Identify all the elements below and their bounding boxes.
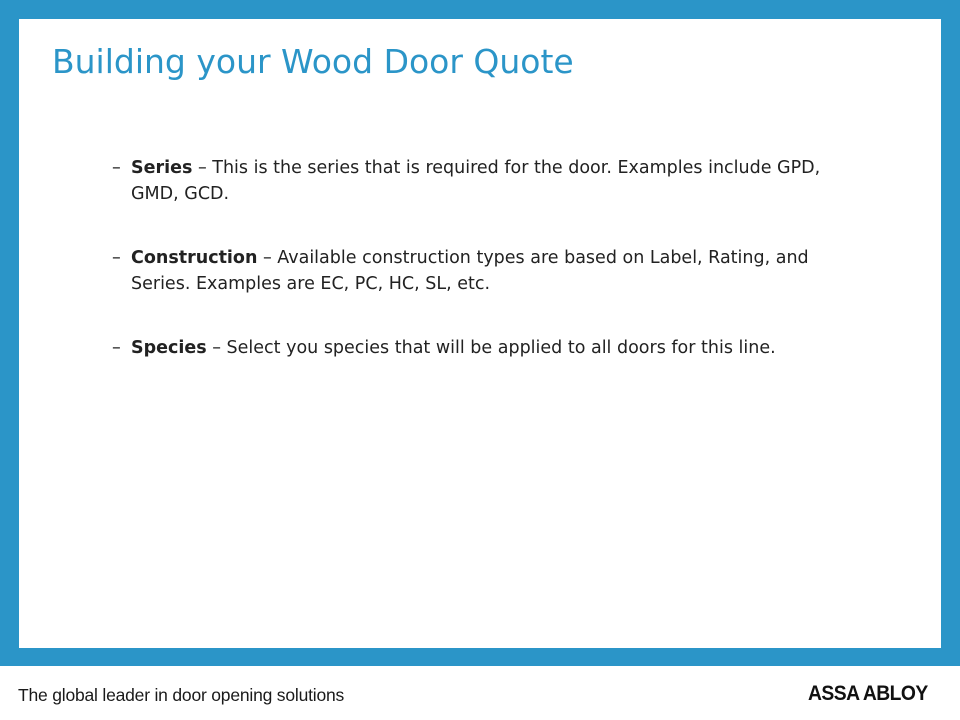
bullet-dash: – [112,338,121,358]
bullet-term: Construction [131,248,258,268]
bullet-text: – Available construction types are based on Label, Rating, and Series. Examples are EC, PC, HC, SL, etc. [131,248,809,294]
bullet-construction [112,245,872,297]
slide-title: Building your Wood Door Quote [52,42,574,81]
footer-tagline: The global leader in door opening solutions [18,685,345,705]
bullet-series [112,155,872,207]
bullet-dash: – [112,248,121,268]
company-logo: ASSA ABLOY [808,682,928,705]
bullet-species [112,335,872,361]
bullet-term: Series [131,158,193,178]
bullet-text: – This is the series that is required for the door. Examples include GPD, GMD, GCD. [131,158,821,204]
bullet-text: – Select you species that will be applied to all doors for this line. [206,338,776,358]
bullet-list [112,155,872,399]
bullet-dash: – [112,158,121,178]
bullet-term: Species [131,338,207,358]
